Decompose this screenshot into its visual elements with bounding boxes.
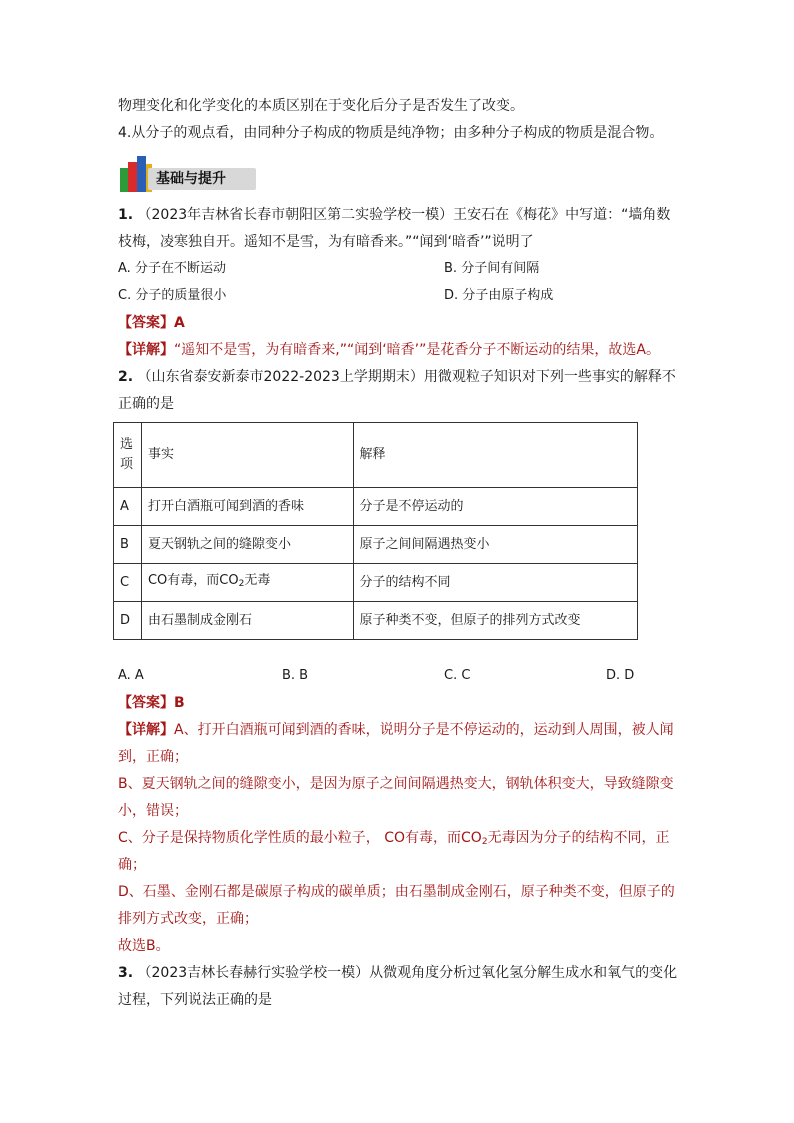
section-title: 基础与提升 <box>156 171 226 187</box>
q1-stem-line-2: 枝梅，凌寒独自开。遥知不是雪，为有暗香来。”“闻到‘暗香’”说明了 <box>118 234 534 250</box>
q2-stem-line-1: 2. （山东省泰安新泰市2022-2023上学期期末）用微观粒子知识对下列一些事实的解释不 <box>118 369 676 385</box>
facts-table-header <box>114 423 638 488</box>
q1-option-a: A. 分子在不断运动 <box>118 261 226 276</box>
q2-detail-a-line-2: 到，正确； <box>118 749 188 765</box>
q2-option-a: A. A <box>118 668 144 683</box>
q2-answer: 【答案】B <box>118 695 185 711</box>
table-row: C CO有毒，而$CO_2$无毒 分子的结构不同 <box>114 564 638 602</box>
facts-table <box>113 422 638 640</box>
q2-option-b: B. B <box>282 668 309 683</box>
header-option: 选 项 <box>114 423 142 488</box>
q2-conclusion: 故选B。 <box>118 938 170 954</box>
section-banner <box>118 154 258 194</box>
q1-option-c: C. 分子的质量很小 <box>118 288 227 303</box>
q2-detail-b-line-1: B、夏天钢轨之间的缝隙变小，是因为原子之间间隔遇热变大，钢轨体积变大，导致缝隙变 <box>118 776 674 792</box>
header-explanation: 解释 <box>353 423 637 488</box>
table-row: A 打开白酒瓶可闻到酒的香味 分子是不停运动的 <box>114 488 638 526</box>
q1-detail: 【详解】“遥知不是雪，为有暗香来,”“闻到‘暗香’”是花香分子不断运动的结果，故选A。 <box>118 342 660 358</box>
q3-stem-line-2: 过程，下列说法正确的是 <box>118 992 272 1008</box>
intro-line-1: 物理变化和化学变化的本质区别在于变化后分子是否发生了改变。 <box>118 98 524 114</box>
table-row: B 夏天钢轨之间的缝隙变小 原子之间间隔遇热变小 <box>114 526 638 564</box>
q1-number: 1. <box>118 207 134 223</box>
q2-detail-a-line-1: 【详解】A、打开白酒瓶可闻到酒的香味，说明分子是不停运动的，运动到人周围，被人闻 <box>118 722 674 738</box>
q1-answer: 【答案】A <box>118 315 185 331</box>
q2-stem-line-2: 正确的是 <box>118 396 174 412</box>
q1-stem-line-1: 1. （2023年吉林省长春市朝阳区第二实验学校一模）王安石在《梅花》中写道：“墙角数 <box>118 207 671 223</box>
q1-option-d: D. 分子由原子构成 <box>444 288 554 303</box>
q2-detail-c-line-2: 确； <box>118 857 146 873</box>
q2-detail-d-line-2: 排列方式改变，正确； <box>118 911 258 927</box>
q2-option-d: D. D <box>606 668 635 683</box>
q2-detail-b-line-2: 小，错误； <box>118 803 188 819</box>
table-row: D 由石墨制成金刚石 原子种类不变，但原子的排列方式改变 <box>114 602 638 640</box>
q3-number: 3. <box>118 965 134 981</box>
q3-stem-line-1: 3. （2023吉林长春赫行实验学校一模）从微观角度分析过氧化氢分解生成水和氧气的变化 <box>118 965 678 981</box>
q2-number: 2. <box>118 369 134 385</box>
q1-option-b: B. 分子间有间隔 <box>444 261 540 276</box>
intro-line-2: 4.从分子的观点看，由同种分子构成的物质是纯净物；由多种分子构成的物质是混合物。 <box>118 125 664 141</box>
q2-detail-c-line-1: C、分子是保持物质化学性质的最小粒子， CO有毒，而$CO_2$无毒因为分子的结构不同，正 <box>118 830 670 847</box>
q2-option-c: C. C <box>444 668 471 683</box>
q2-detail-d-line-1: D、石墨、金刚石都是碳原子构成的碳单质；由石墨制成金刚石，原子种类不变，但原子的 <box>118 884 675 900</box>
header-fact: 事实 <box>141 423 353 488</box>
